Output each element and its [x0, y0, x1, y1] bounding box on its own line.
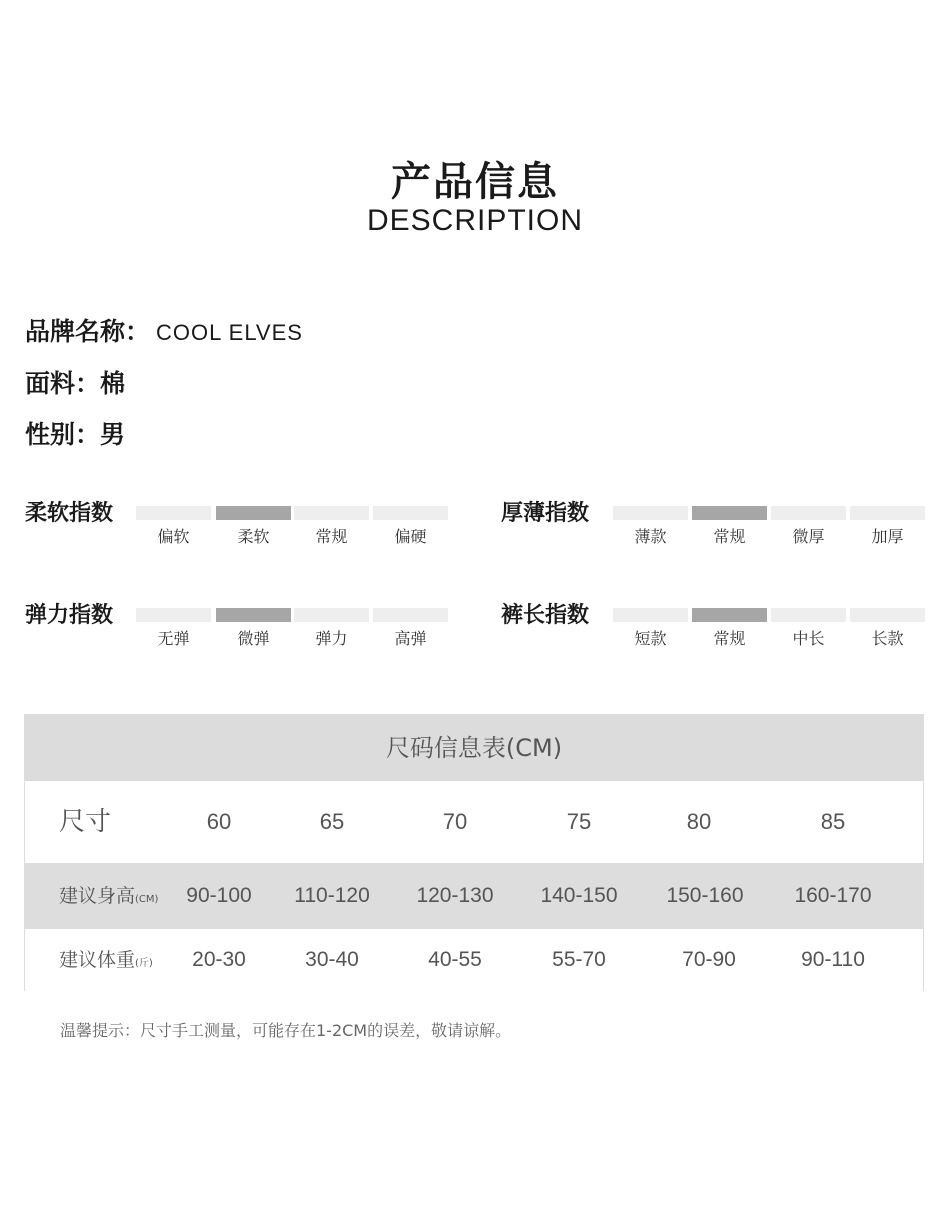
- index-label: 加厚: [871, 527, 904, 546]
- fabric-row: [25, 364, 125, 400]
- size-cell: 80: [686, 809, 712, 834]
- size-cell: 85: [820, 809, 846, 834]
- index-segment: [771, 608, 846, 622]
- size-cell: 65: [319, 809, 345, 834]
- index-title: 弹力指数: [25, 603, 114, 628]
- index-segment: [216, 608, 291, 622]
- index-segment: [136, 608, 211, 622]
- weight-cell: 20-30: [192, 948, 246, 971]
- height-cell: 150-160: [666, 884, 744, 907]
- index-segment: [613, 506, 688, 520]
- weight-cell: 30-40: [305, 948, 359, 971]
- index-segment: [373, 608, 448, 622]
- title-cn: 产品信息: [391, 159, 559, 205]
- elasticity-index: [25, 598, 455, 658]
- index-title: 厚薄指数: [501, 501, 590, 526]
- index-segment: [771, 506, 846, 520]
- index-title: 裤长指数: [501, 603, 590, 628]
- weight-row: [25, 929, 923, 991]
- index-segment: [294, 608, 369, 622]
- index-segment: [373, 506, 448, 520]
- size-table: [24, 714, 924, 991]
- gender-value: 男: [100, 420, 126, 449]
- index-segment: [692, 506, 767, 520]
- size-table-title: 尺码信息表(CM): [25, 715, 923, 781]
- size-row-label: 尺寸: [59, 807, 112, 837]
- title-en: DESCRIPTION: [366, 204, 584, 237]
- index-label: 长款: [871, 629, 904, 648]
- weight-row-label: 建议体重(斤): [59, 949, 153, 971]
- index-label: 偏硬: [394, 527, 427, 546]
- index-segment: [692, 608, 767, 622]
- index-segment: [294, 506, 369, 520]
- index-label: 薄款: [634, 527, 667, 546]
- height-cell: 120-130: [416, 884, 494, 907]
- index-title: 柔软指数: [25, 501, 114, 526]
- brand-row: [25, 312, 303, 348]
- index-label: 中长: [792, 629, 825, 648]
- weight-cell: 40-55: [428, 948, 482, 971]
- index-label: 短款: [634, 629, 667, 648]
- height-row: [25, 863, 923, 929]
- brand-label: 品牌名称：: [25, 317, 151, 346]
- size-cell: 70: [442, 809, 468, 834]
- index-label: 弹力: [315, 629, 348, 648]
- gender-label: 性别：: [25, 420, 101, 449]
- index-label: 微弹: [237, 629, 270, 648]
- height-cell: 90-100: [186, 884, 252, 907]
- measurement-note: 温馨提示：尺寸手工测量，可能存在1-2CM的误差，敬请谅解。: [60, 1021, 512, 1040]
- size-cell: 75: [566, 809, 592, 834]
- fabric-label: 面料：: [25, 369, 101, 398]
- gender-row: [25, 415, 125, 451]
- size-cell: 60: [206, 809, 232, 834]
- index-label: 柔软: [237, 527, 270, 546]
- height-row-label: 建议身高(CM): [59, 885, 159, 907]
- fabric-value: 棉: [100, 369, 126, 398]
- size-row: [25, 781, 923, 863]
- weight-cell: 55-70: [552, 948, 606, 971]
- index-segment: [136, 506, 211, 520]
- index-segment: [613, 608, 688, 622]
- height-cell: 160-170: [794, 884, 872, 907]
- weight-unit: (斤): [135, 958, 153, 969]
- index-label: 微厚: [792, 527, 825, 546]
- height-cell: 140-150: [540, 884, 618, 907]
- index-segment: [850, 506, 925, 520]
- height-unit: (CM): [135, 894, 159, 905]
- softness-index: [25, 496, 455, 556]
- index-label: 常规: [315, 527, 348, 546]
- index-label: 常规: [713, 527, 746, 546]
- brand-value: COOL ELVES: [156, 320, 303, 345]
- index-segment: [850, 608, 925, 622]
- weight-cell: 90-110: [801, 948, 865, 971]
- weight-cell: 70-90: [682, 948, 736, 971]
- length-index: [501, 598, 931, 658]
- thickness-index: [501, 496, 931, 556]
- index-label: 常规: [713, 629, 746, 648]
- height-cell: 110-120: [294, 884, 370, 907]
- index-label: 无弹: [157, 629, 190, 648]
- index-label: 偏软: [157, 527, 190, 546]
- index-label: 高弹: [394, 629, 427, 648]
- index-segment: [216, 506, 291, 520]
